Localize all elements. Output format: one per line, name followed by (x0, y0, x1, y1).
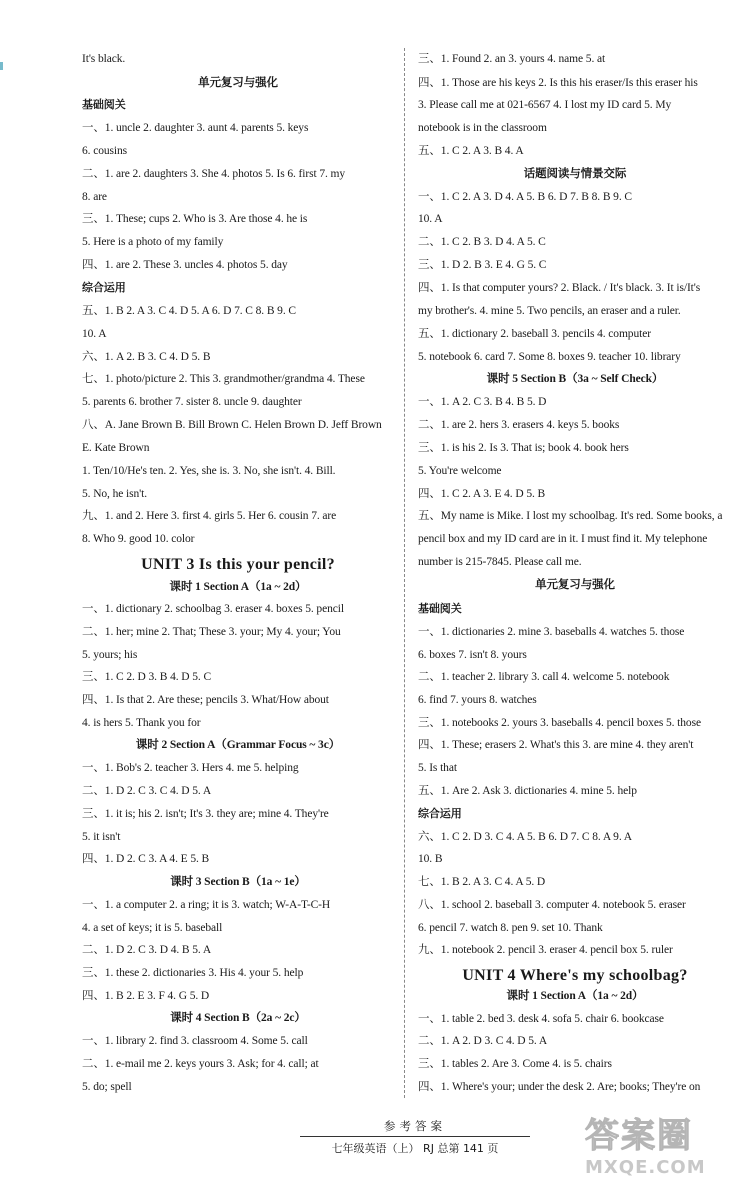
answer-line: 5. Is that (418, 762, 457, 774)
lesson-heading: 课时 1 Section A（1a ~ 2d） (169, 581, 307, 593)
answer-line: 三、1. Found 2. an 3. yours 4. name 5. at (418, 53, 606, 65)
footer-rule (300, 1136, 530, 1137)
answer-line: 四、1. Those are his keys 2. Is this his eraser/Is this eraser his (418, 77, 698, 89)
answer-line: 八、A. Jane Brown B. Bill Brown C. Helen Brown D. Jeff Brown (82, 419, 382, 431)
answer-line: 五、1. B 2. A 3. C 4. D 5. A 6. D 7. C 8. B 9. C (82, 305, 296, 317)
answer-line: 5. it isn't (82, 831, 121, 843)
answer-line: 五、1. dictionary 2. baseball 3. pencils 4. computer (418, 328, 651, 340)
answer-line: 一、1. dictionaries 2. mine 3. baseballs 4. watches 5. those (418, 626, 685, 638)
answer-line: 10. A (82, 328, 107, 340)
lesson-heading: 课时 2 Section A（Grammar Focus ~ 3c） (135, 739, 341, 751)
answer-line: 10. B (418, 853, 443, 865)
answer-line: 一、1. Bob's 2. teacher 3. Hers 4. me 5. helping (82, 762, 299, 774)
answer-line: 1. Ten/10/He's ten. 2. Yes, she is. 3. No, she isn't. 4. Bill. (82, 465, 336, 477)
column-divider (404, 48, 405, 1098)
answer-line: 10. A (418, 213, 443, 225)
answer-line: 6. pencil 7. watch 8. pen 9. set 10. Thank (418, 922, 603, 934)
page-footer (300, 1118, 530, 1156)
answer-line: 6. boxes 7. isn't 8. yours (418, 649, 527, 661)
answer-line: 二、1. e-mail me 2. keys yours 3. Ask; for 4. call; at (82, 1058, 319, 1070)
answer-line: 六、1. C 2. D 3. C 4. A 5. B 6. D 7. C 8. A 9. A (418, 831, 632, 843)
footer-title: 参考答案 (384, 1119, 446, 1133)
answer-line: 五、My name is Mike. I lost my schoolbag. It's red. Some books, a (418, 510, 723, 522)
section-heading: 单元复习与强化 (198, 77, 278, 89)
answer-line: 5. No, he isn't. (82, 488, 147, 500)
subsection-label: 综合运用 (418, 807, 462, 820)
unit-heading: UNIT 4 Where's my schoolbag? (462, 967, 688, 984)
answer-line: 二、1. are 2. daughters 3. She 4. photos 5. Is 6. first 7. my (82, 168, 346, 180)
answer-line: 二、1. A 2. D 3. C 4. D 5. A (418, 1035, 548, 1047)
section-heading: 话题阅读与情景交际 (523, 168, 627, 180)
watermark-top: 答案圈 (585, 1116, 693, 1156)
answer-line: 5. Here is a photo of my family (82, 236, 224, 248)
answer-line: 三、1. these 2. dictionaries 3. His 4. your 5. help (82, 967, 304, 979)
answer-line: 二、1. D 2. C 3. C 4. D 5. A (82, 785, 212, 797)
answer-line: 5. parents 6. brother 7. sister 8. uncle 9. daughter (82, 396, 302, 408)
answer-line: It's black. (82, 53, 126, 65)
answer-line: 四、1. are 2. These 3. uncles 4. photos 5. day (82, 259, 288, 271)
subsection-label: 基础阅关 (82, 98, 126, 111)
answer-line: 5. do; spell (82, 1081, 132, 1093)
answer-line: 二、1. C 2. B 3. D 4. A 5. C (418, 236, 546, 248)
answer-line: 三、1. These; cups 2. Who is 3. Are those 4. he is (82, 213, 308, 225)
answer-line: 二、1. are 2. hers 3. erasers 4. keys 5. books (418, 419, 620, 431)
answer-line: number is 215-7845. Please call me. (418, 556, 582, 568)
answer-line: pencil box and my ID card are in it. I must find it. My telephone (418, 533, 708, 545)
answer-line: 5. yours; his (82, 649, 138, 661)
answer-line: E. Kate Brown (82, 442, 150, 454)
answer-line: 8. are (82, 191, 107, 203)
watermark-bottom: MXQE.COM (585, 1157, 706, 1178)
answer-line: 二、1. her; mine 2. That; These 3. your; My 4. your; You (82, 626, 341, 638)
answer-line: notebook is in the classroom (418, 122, 547, 134)
answer-line: my brother's. 4. mine 5. Two pencils, an eraser and a ruler. (418, 305, 681, 317)
answer-line: 四、1. Is that computer yours? 2. Black. / It's black. 3. It is/It's (418, 282, 701, 294)
lesson-heading: 课时 1 Section A（1a ~ 2d） (506, 990, 644, 1002)
answer-line: 三、1. notebooks 2. yours 3. baseballs 4. pencil boxes 5. those (418, 717, 701, 729)
answer-line: 九、1. notebook 2. pencil 3. eraser 4. pencil box 5. ruler (418, 944, 673, 956)
answer-line: 8. Who 9. good 10. color (82, 533, 195, 545)
answer-line: 四、1. D 2. C 3. A 4. E 5. B (82, 853, 210, 865)
answer-line: 四、1. B 2. E 3. F 4. G 5. D (82, 990, 210, 1002)
answer-line: 一、1. a computer 2. a ring; it is 3. watch; W-A-T-C-H (82, 899, 331, 911)
answer-line: 一、1. dictionary 2. schoolbag 3. eraser 4. boxes 5. pencil (82, 603, 344, 615)
answer-line: 三、1. tables 2. Are 3. Come 4. is 5. chairs (418, 1058, 612, 1070)
answer-line: 一、1. A 2. C 3. B 4. B 5. D (418, 396, 547, 408)
answer-line: 五、1. C 2. A 3. B 4. A (418, 145, 524, 157)
answer-line: 四、1. These; erasers 2. What's this 3. are mine 4. they aren't (418, 739, 694, 751)
answer-line: 5. notebook 6. card 7. Some 8. boxes 9. teacher 10. library (418, 351, 681, 363)
answer-line: 四、1. Is that 2. Are these; pencils 3. What/How about (82, 694, 329, 706)
edge-mark (0, 62, 3, 70)
footer-info: 七年级英语（上） RJ 总第 141 页 (331, 1142, 499, 1155)
lesson-heading: 课时 4 Section B（2a ~ 2c） (170, 1012, 306, 1024)
answer-line: 二、1. D 2. C 3. D 4. B 5. A (82, 944, 212, 956)
answer-line: 六、1. A 2. B 3. C 4. D 5. B (82, 351, 211, 363)
answer-line: 九、1. and 2. Here 3. first 4. girls 5. Her 6. cousin 7. are (82, 510, 337, 522)
unit-heading: UNIT 3 Is this your pencil? (141, 556, 335, 573)
answer-line: 二、1. teacher 2. library 3. call 4. welcome 5. notebook (418, 671, 670, 683)
answer-line: 一、1. table 2. bed 3. desk 4. sofa 5. chair 6. bookcase (418, 1013, 664, 1025)
answer-line: 四、1. C 2. A 3. E 4. D 5. B (418, 488, 546, 500)
answer-line: 四、1. Where's your; under the desk 2. Are; books; They're on (418, 1081, 701, 1093)
answer-line: 八、1. school 2. baseball 3. computer 4. notebook 5. eraser (418, 899, 686, 911)
lesson-heading: 课时 3 Section B（1a ~ 1e） (170, 876, 306, 888)
answer-line: 4. is hers 5. Thank you for (82, 717, 201, 729)
answer-line: 一、1. uncle 2. daughter 3. aunt 4. parents 5. keys (82, 122, 309, 134)
lesson-heading: 课时 5 Section B（3a ~ Self Check） (486, 373, 664, 385)
answer-line: 5. You're welcome (418, 465, 502, 477)
section-heading: 单元复习与强化 (535, 579, 615, 591)
watermark-logo (585, 1108, 745, 1176)
answer-line: 一、1. library 2. find 3. classroom 4. Some 5. call (82, 1035, 308, 1047)
answer-line: 三、1. D 2. B 3. E 4. G 5. C (418, 259, 547, 271)
answer-line: 七、1. photo/picture 2. This 3. grandmother/grandma 4. These (82, 373, 365, 385)
answer-line: 三、1. is his 2. Is 3. That is; book 4. book hers (418, 442, 629, 454)
subsection-label: 综合运用 (82, 281, 126, 294)
answer-line: 七、1. B 2. A 3. C 4. A 5. D (418, 876, 546, 888)
answer-line: 6. find 7. yours 8. watches (418, 694, 537, 706)
answer-line: 3. Please call me at 021-6567 4. I lost my ID card 5. My (418, 99, 672, 111)
answer-line: 五、1. Are 2. Ask 3. dictionaries 4. mine 5. help (418, 785, 637, 797)
answer-line: 6. cousins (82, 145, 128, 157)
subsection-label: 基础阅关 (418, 602, 462, 615)
answer-line: 一、1. C 2. A 3. D 4. A 5. B 6. D 7. B 8. B 9. C (418, 191, 632, 203)
answer-line: 4. a set of keys; it is 5. baseball (82, 922, 223, 934)
answer-line: 三、1. C 2. D 3. B 4. D 5. C (82, 671, 212, 683)
answer-line: 三、1. it is; his 2. isn't; It's 3. they are; mine 4. They're (82, 808, 329, 820)
